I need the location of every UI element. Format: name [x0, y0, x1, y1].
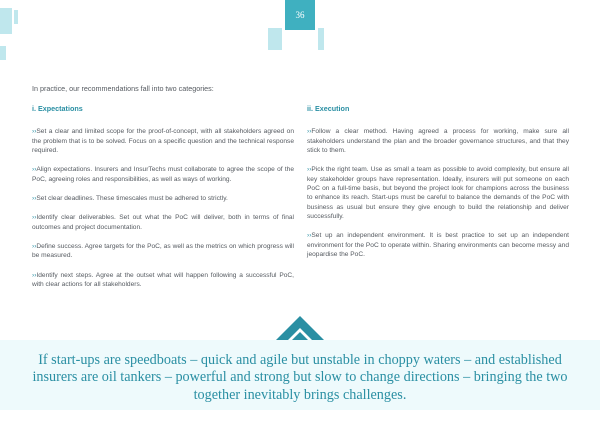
- expectations-heading: i. Expectations: [32, 104, 83, 113]
- expectations-column: [32, 104, 294, 300]
- edge-marker: [318, 28, 324, 50]
- pull-quote: If start-ups are speedboats – quick and agile but unstable in choppy waters – and established insurers are oil tankers – powerful and strong but slow to change directions – bringing the two together inevitably brings challenges.: [32, 352, 568, 403]
- page-number-badge: [285, 0, 315, 30]
- execution-heading: ii. Execution: [307, 104, 350, 113]
- list-item: ›› Define success. Agree targets for the PoC, as well as the metrics on which progress will be measured.: [32, 242, 294, 261]
- intro-text: In practice, our recommendations fall into two categories:: [32, 84, 214, 93]
- list-item: ›› Identify clear deliverables. Set out what the PoC will deliver, both in terms of final outcomes and project documentation.: [32, 213, 294, 232]
- execution-column: [307, 104, 569, 270]
- edge-marker: [0, 46, 6, 60]
- list-item: ›› Set clear deadlines. These timescales must be adhered to strictly.: [32, 194, 294, 203]
- list-item: ›› Align expectations. Insurers and InsurTechs must collaborate to agree the scope of the PoC, agreeing roles and responsibilities, as well as ways of working.: [32, 165, 294, 184]
- list-item: ›› Pick the right team. Use as small a team as possible to avoid complexity, but ensure all key stakeholder groups have representation. Ideally, insurers will put someone on each PoC on a full-time basis, but beyond the project look for champions across the business to enhance its reach. Start-ups must be careful to balance the demands of the PoC with business as usual but ensure they give enough to build the relationship and deliver successfully.: [307, 165, 569, 221]
- list-item: ›› Follow a clear method. Having agreed a process for working, make sure all stakeholders understand the plan and the broader governance structures, and that they stick to them.: [307, 127, 569, 155]
- list-item: ›› Set a clear and limited scope for the proof-of-concept, with all stakeholders agreed on the problem that is to be solved. Focus on a specific question and the technical response required.: [32, 127, 294, 155]
- list-item: ›› Set up an independent environment. It is best practice to set up an independent environment for the PoC to operate within. Sharing environments can become messy and jeopardise the PoC.: [307, 231, 569, 259]
- edge-marker: [14, 10, 18, 24]
- edge-marker: [0, 8, 12, 34]
- edge-marker: [268, 28, 282, 50]
- list-item: ›› Identify next steps. Agree at the outset what will happen following a successful PoC, with clear actions for all stakeholders.: [32, 271, 294, 290]
- page-number: 36: [295, 10, 305, 20]
